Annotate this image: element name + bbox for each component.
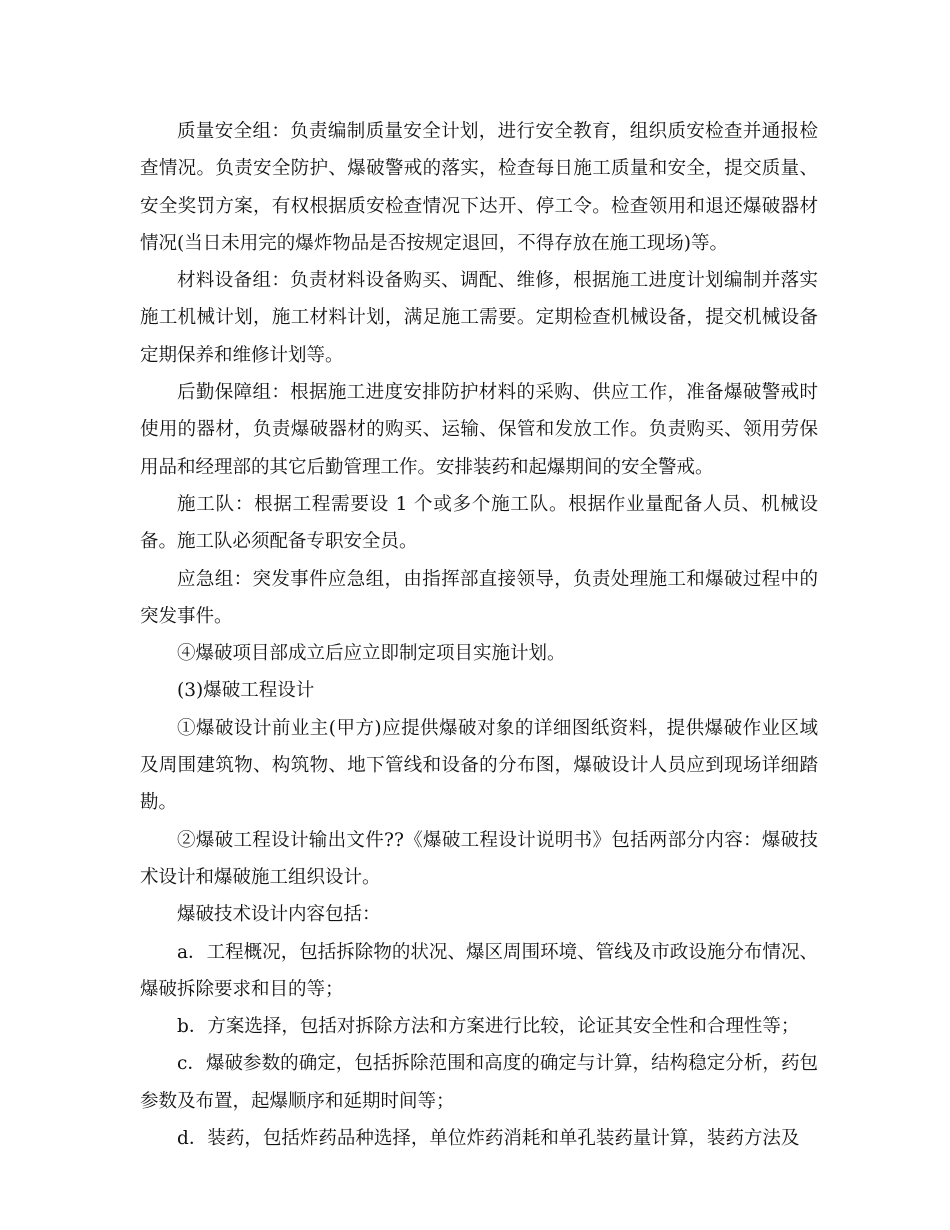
list-item-b: b．方案选择，包括对拆除方法和方案进行比较，论证其安全性和合理性等； [177,1016,800,1038]
section-heading-blasting-design: (3)爆破工程设计 [177,680,315,702]
paragraph-technical-design-intro: 爆破技术设计内容包括： [177,904,381,926]
paragraph-quality-safety-group: 质量安全组：负责编制质量安全计划，进行安全教育，组织质安检查并通报检查情况。负责安全防护、爆破警戒的落实，检查每日施工质量和安全，提交质量、安全奖罚方案，有权根据质安检查情况下达开、停工令。检查领用和退还爆破器材情况(当日未用完的爆炸物品是否按规定退回，不得存放在施工现场)等。 [140,121,818,254]
paragraph-design-output: ②爆破工程设计输出文件??《爆破工程设计说明书》包括两部分内容：爆破技术设计和爆破施工组织设计。 [140,829,818,888]
paragraph-project-plan: ④爆破项目部成立后应立即制定项目实施计划。 [177,643,566,665]
paragraph-logistics-group: 后勤保障组：根据施工进度安排防护材料的采购、供应工作，准备爆破警戒时使用的器材，负责爆破器材的购买、运输、保管和发放工作。负责购买、领用劳保用品和经理部的其它后勤管理工作。安排装药和起爆期间的安全警戒。 [140,382,818,478]
paragraph-construction-team: 施工队：根据工程需要设 1 个或多个施工队。根据作业量配备人员、机械设备。施工队必须配备专职安全员。 [140,493,818,553]
paragraph-materials-equipment-group: 材料设备组：负责材料设备购买、调配、维修，根据施工进度计划编制并落实施工机械计划，施工材料计划，满足施工需要。定期检查机械设备，提交机械设备定期保养和维修计划等。 [140,270,818,366]
document-body [140,113,818,1157]
list-item-a: a．工程概况，包括拆除物的状况、爆区周围环境、管线及市政设施分布情况、爆破拆除要求和目的等； [140,941,818,1000]
paragraph-design-data: ①爆破设计前业主(甲方)应提供爆破对象的详细图纸资料，提供爆破作业区域及周围建筑物、构筑物、地下管线和设备的分布图，爆破设计人员应到现场详细踏勘。 [140,717,818,814]
list-item-c: c．爆破参数的确定，包括拆除范围和高度的确定与计算，结构稳定分析，药包参数及布置，起爆顺序和延期时间等； [140,1053,818,1112]
list-item-d: d．装药，包括炸药品种选择，单位炸药消耗和单孔装药量计算，装药方法及 [177,1128,800,1150]
paragraph-emergency-group: 应急组：突发事件应急组，由指挥部直接领导，负责处理施工和爆破过程中的突发事件。 [140,568,818,627]
